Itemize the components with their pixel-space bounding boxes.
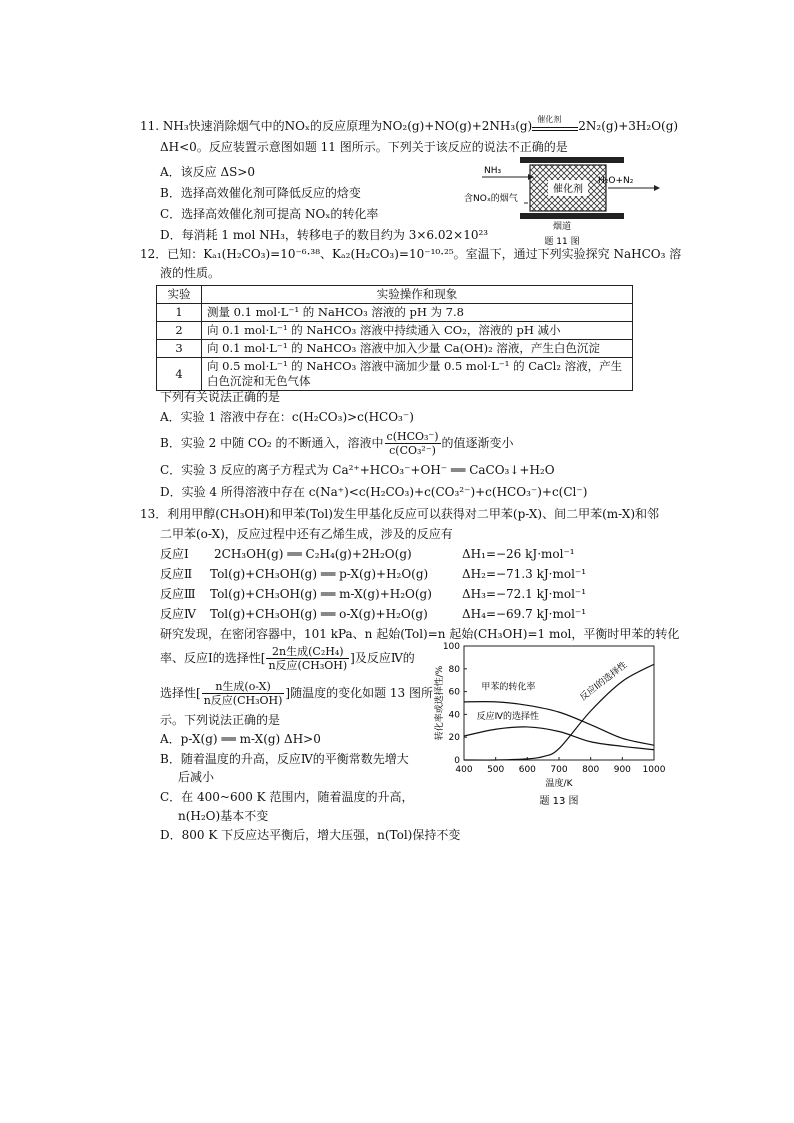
table-row	[157, 304, 633, 322]
q13-selectivity-1	[160, 645, 415, 672]
q11-option-c: C．选择高效催化剂可提高 NOₓ的转化率	[160, 207, 379, 221]
reaction-3-equation: Tol(g)+CH₃OH(g) ══ m-X(g)+H₂O(g)	[210, 587, 432, 601]
q12-stem-line1: 12．已知：Kₐ₁(H₂CO₃)=10⁻⁶·³⁸、Kₐ₂(H₂CO₃)=10⁻¹⁰·²⁵。室温下，通过下列实验探究 NaHCO₃ 溶	[140, 247, 682, 261]
q13-option-a: A．p-X(g) ══ m-X(g) ΔH>0	[160, 732, 321, 746]
q11-option-a: A．该反应 ΔS>0	[160, 165, 256, 179]
table-header-experiment: 实验	[157, 286, 202, 304]
q12-option-c: C．实验 3 反应的离子方程式为 Ca²⁺+HCO₃⁻+OH⁻ ══ CaCO₃↓+H₂O	[160, 463, 555, 477]
q11-stem-line1	[140, 114, 679, 134]
q12-option-b-post: 的值逐渐变小	[441, 436, 514, 450]
figure-11-reactor	[462, 155, 662, 250]
y-tick-label: 40	[448, 710, 460, 721]
table-header-row	[157, 286, 633, 304]
fraction-denominator: n反应(CH₃OH)	[268, 659, 348, 672]
table-header-procedure: 实验操作和现象	[202, 286, 633, 304]
series-label-reaction-1: 反应Ⅰ的选择性	[578, 660, 630, 704]
q13-option-c: C．在 400~600 K 范围内，随着温度的升高，	[160, 790, 414, 804]
fraction-numerator: 2n生成(C₂H₄)	[266, 645, 349, 659]
q12-option-b-pre: B．实验 2 中随 CO₂ 的不断通入，溶液中	[160, 436, 384, 450]
reaction-2-name: 反应Ⅱ	[160, 567, 193, 581]
q13-option-b-cont: 后减小	[178, 770, 215, 784]
q12-option-b-fraction	[385, 430, 441, 457]
q13-study-line: 研究发现，在密闭容器中，101 kPa、n 起始(Tol)=n 起始(CH₃OH)=1 mol，平衡时甲苯的转化	[160, 627, 680, 641]
table-row	[157, 322, 633, 340]
q11-option-d: D．每消耗 1 mol NH₃，转移电子的数目约为 3×6.02×10²³	[160, 228, 489, 242]
q13-selectivity-1-fraction	[266, 645, 349, 672]
q13-option-c-cont: n(H₂O)基本不变	[178, 809, 269, 823]
fraction-numerator: c(HCO₃⁻)	[386, 430, 439, 443]
plot-frame	[464, 646, 654, 760]
reaction-3-enthalpy: ΔH₃=−72.1 kJ·mol⁻¹	[462, 587, 587, 601]
q11-stem-products: 2N₂(g)+3H₂O(g)	[578, 119, 679, 133]
x-tick-label: 800	[582, 765, 600, 775]
x-tick-label: 700	[550, 765, 568, 775]
reaction-4-equation: Tol(g)+CH₃OH(g) ══ o-X(g)+H₂O(g)	[210, 607, 428, 621]
reaction-2-enthalpy: ΔH₂=−71.3 kJ·mol⁻¹	[462, 567, 587, 581]
table-cell-procedure: 测量 0.1 mol·L⁻¹ 的 NaHCO₃ 溶液的 pH 为 7.8	[202, 304, 633, 322]
y-tick-label: 100	[442, 642, 460, 652]
y-tick-label: 80	[448, 664, 460, 675]
figure-11-caption: 题 11 图	[544, 237, 580, 247]
q13-selectivity-1-pre: 率、反应Ⅰ的选择性[	[160, 651, 266, 665]
reaction-3-name: 反应Ⅲ	[160, 587, 196, 601]
q12-option-a: A．实验 1 溶液中存在：c(H₂CO₃)>c(HCO₃⁻)	[160, 410, 414, 424]
table-cell-procedure: 向 0.5 mol·L⁻¹ 的 NaHCO₃ 溶液中滴加少量 0.5 mol·L⁻¹ 的 CaCl₂ 溶液，产生白色沉淀和无色气体	[202, 358, 633, 391]
reaction-4-name: 反应Ⅳ	[160, 607, 196, 621]
table-cell-number: 2	[157, 322, 202, 340]
q13-selectivity-2-pre: 选择性[	[160, 686, 201, 700]
q13-prompt: 示。下列说法正确的是	[160, 713, 281, 727]
reaction-4-enthalpy: ΔH₄=−69.7 kJ·mol⁻¹	[462, 607, 587, 621]
q13-selectivity-2-post: ]随温度的变化如题 13 图所	[285, 686, 433, 700]
x-axis-label: 温度/K	[545, 779, 573, 789]
table-row	[157, 340, 633, 358]
x-tick-label: 600	[518, 765, 536, 775]
fraction-denominator: n反应(CH₃OH)	[203, 694, 283, 707]
fraction-denominator: c(CO₃²⁻)	[389, 444, 436, 457]
q13-selectivity-2-fraction	[202, 680, 285, 707]
q13-option-b: B．随着温度的升高，反应Ⅳ的平衡常数先增大	[160, 752, 409, 766]
chart-caption: 题 13 图	[539, 796, 579, 807]
figure-11-catalyst-label: 催化剂	[553, 184, 583, 195]
figure-11-outlet-label: H₂O+N₂	[598, 176, 634, 186]
x-tick-label: 400	[455, 765, 473, 775]
figure-11-flue-gas-label: 含NOₓ的烟气	[464, 194, 518, 204]
q11-stem-text: 11. NH₃快速消除烟气中的NOₓ的反应原理为NO₂(g)+NO(g)+2NH₃(g)	[140, 119, 533, 133]
figure-11-nh3-label: NH₃	[484, 166, 502, 176]
y-tick-label: 0	[454, 756, 460, 766]
q11-option-b: B．选择高效催化剂可降低反应的焓变	[160, 186, 361, 200]
x-tick-label: 1000	[642, 765, 666, 775]
reaction-1-enthalpy: ΔH₁=−26 kJ·mol⁻¹	[462, 547, 575, 561]
catalyst-label: 催化剂	[537, 114, 562, 124]
q12-stem-line2: 液的性质。	[160, 266, 221, 280]
q13-stem-line1: 13．利用甲醇(CH₃OH)和甲苯(Tol)发生甲基化反应可以获得对二甲苯(p-X)、间二甲苯(m-X)和邻	[140, 507, 660, 521]
table-row	[157, 358, 633, 391]
reaction-4-selectivity-line	[464, 727, 654, 750]
y-axis-label: 转化率或选择性/%	[435, 665, 445, 741]
reaction-2-equation: Tol(g)+CH₃OH(g) ══ p-X(g)+H₂O(g)	[210, 567, 429, 581]
q12-prompt: 下列有关说法正确的是	[160, 390, 281, 404]
y-tick-label: 60	[448, 687, 460, 698]
series-label-toluene-conversion: 甲苯的转化率	[481, 682, 536, 693]
catalyst-arrow	[532, 114, 578, 134]
q13-selectivity-2	[160, 680, 433, 707]
q13-stem-line2: 二甲苯(o-X)，反应过程中还有乙烯生成，涉及的反应有	[160, 527, 453, 541]
table-cell-number: 4	[157, 358, 202, 391]
toluene-conversion-line	[464, 702, 654, 746]
reaction-1-equation: 2CH₃OH(g) ══ C₂H₄(g)+2H₂O(g)	[214, 547, 412, 561]
q11-stem-line2: ΔH<0。反应装置示意图如题 11 图所示。下列关于该反应的说法不正确的是	[160, 140, 568, 154]
q13-selectivity-1-post: ]及反应Ⅳ的	[350, 651, 415, 665]
reaction-1-name: 反应Ⅰ	[160, 547, 189, 561]
table-cell-procedure: 向 0.1 mol·L⁻¹ 的 NaHCO₃ 溶液中加入少量 Ca(OH)₂ 溶液，产生白色沉淀	[202, 340, 633, 358]
table-cell-number: 3	[157, 340, 202, 358]
table-cell-number: 1	[157, 304, 202, 322]
series-label-reaction-4: 反应Ⅳ的选择性	[476, 711, 539, 722]
x-tick-label: 500	[487, 765, 505, 775]
experiment-table	[156, 285, 633, 391]
x-tick-label: 900	[613, 765, 631, 775]
q12-option-b	[160, 430, 514, 457]
fraction-numerator: n生成(o-X)	[202, 680, 285, 694]
q13-option-d: D．800 K 下反应达平衡后，增大压强，n(Tol)保持不变	[160, 828, 461, 842]
y-tick-label: 20	[448, 733, 460, 744]
figure-13-chart	[424, 636, 674, 820]
q12-option-d: D．实验 4 所得溶液中存在 c(Na⁺)<c(H₂CO₃)+c(CO₃²⁻)+c(HCO₃⁻)+c(Cl⁻)	[160, 485, 588, 499]
figure-11-duct-label: 烟道	[552, 222, 572, 232]
table-cell-procedure: 向 0.1 mol·L⁻¹ 的 NaHCO₃ 溶液中持续通入 CO₂，溶液的 pH 减小	[202, 322, 633, 340]
